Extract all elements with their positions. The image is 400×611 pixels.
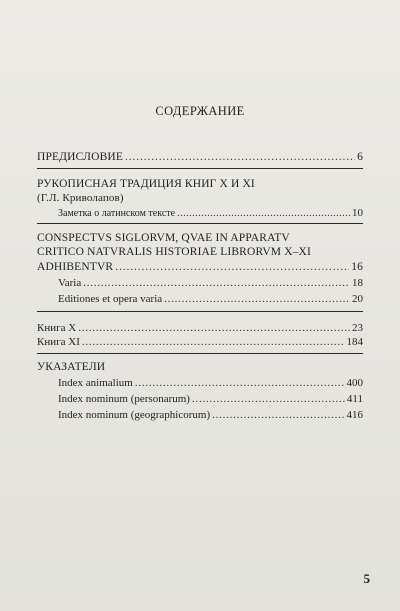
dot-leader [78, 321, 350, 335]
toc-page: 411 [346, 393, 363, 405]
toc-entry-index-personarum [58, 392, 363, 406]
toc-section-title: РУКОПИСНАЯ ТРАДИЦИЯ КНИГ X И XI [37, 178, 255, 190]
dot-leader [212, 408, 344, 422]
dot-leader [192, 392, 345, 406]
dot-leader [115, 260, 349, 274]
toc-page: 10 [352, 207, 363, 219]
dot-leader [83, 276, 350, 290]
section-rule [37, 168, 363, 169]
toc-label: Index animalium [58, 377, 133, 389]
toc-label: Index nominum (personarum) [58, 393, 190, 405]
toc-label: Varia [58, 277, 82, 289]
toc-page: 20 [352, 293, 363, 305]
section-rule [37, 353, 363, 354]
toc-label: Заметка о латинском тексте [58, 208, 176, 219]
toc-section-title-line2: CRITICO NATVRALIS HISTORIAE LIBRORVM X–XI [37, 246, 311, 258]
toc-entry-note [58, 206, 363, 221]
toc-section-title: УКАЗАТЕЛИ [37, 361, 106, 373]
toc-entry-varia [58, 276, 363, 290]
toc-page: 416 [346, 409, 363, 421]
toc-author: (Г.Л. Криволапов) [37, 192, 124, 204]
toc-entry-editiones [58, 292, 363, 306]
toc-label: Editiones et opera varia [58, 293, 163, 305]
toc-label: ADHIBENTVR [37, 261, 114, 273]
toc-entry-index-animalium [58, 376, 363, 390]
dot-leader [82, 335, 345, 349]
toc-entry-conspectus [37, 260, 363, 274]
section-rule [37, 311, 363, 312]
toc-label: Книга X [37, 322, 77, 334]
toc-section-title-line1: CONSPECTVS SIGLORVM, QVAE IN APPARATV [37, 232, 290, 244]
toc-page: 18 [352, 277, 363, 289]
toc-entry-book-xi [37, 335, 363, 349]
toc-page: 16 [351, 261, 363, 273]
toc-entry-preface [37, 150, 363, 164]
toc-page: 184 [346, 336, 363, 348]
contents-heading: СОДЕРЖАНИЕ [155, 104, 245, 118]
toc-label: Книга XI [37, 336, 80, 348]
toc-entry-book-x [37, 321, 363, 335]
toc-page: 400 [346, 377, 363, 389]
dot-leader [177, 207, 350, 221]
dot-leader [135, 376, 345, 390]
toc-page: 6 [357, 151, 363, 163]
toc-label: ПРЕДИСЛОВИЕ [37, 151, 124, 163]
toc-label: Index nominum (geographicorum) [58, 409, 211, 421]
toc-entry-index-geographicorum [58, 408, 363, 422]
section-rule [37, 223, 363, 224]
page-number: 5 [363, 571, 370, 586]
toc-page: 23 [352, 322, 363, 334]
dot-leader [125, 150, 355, 164]
dot-leader [164, 292, 350, 306]
